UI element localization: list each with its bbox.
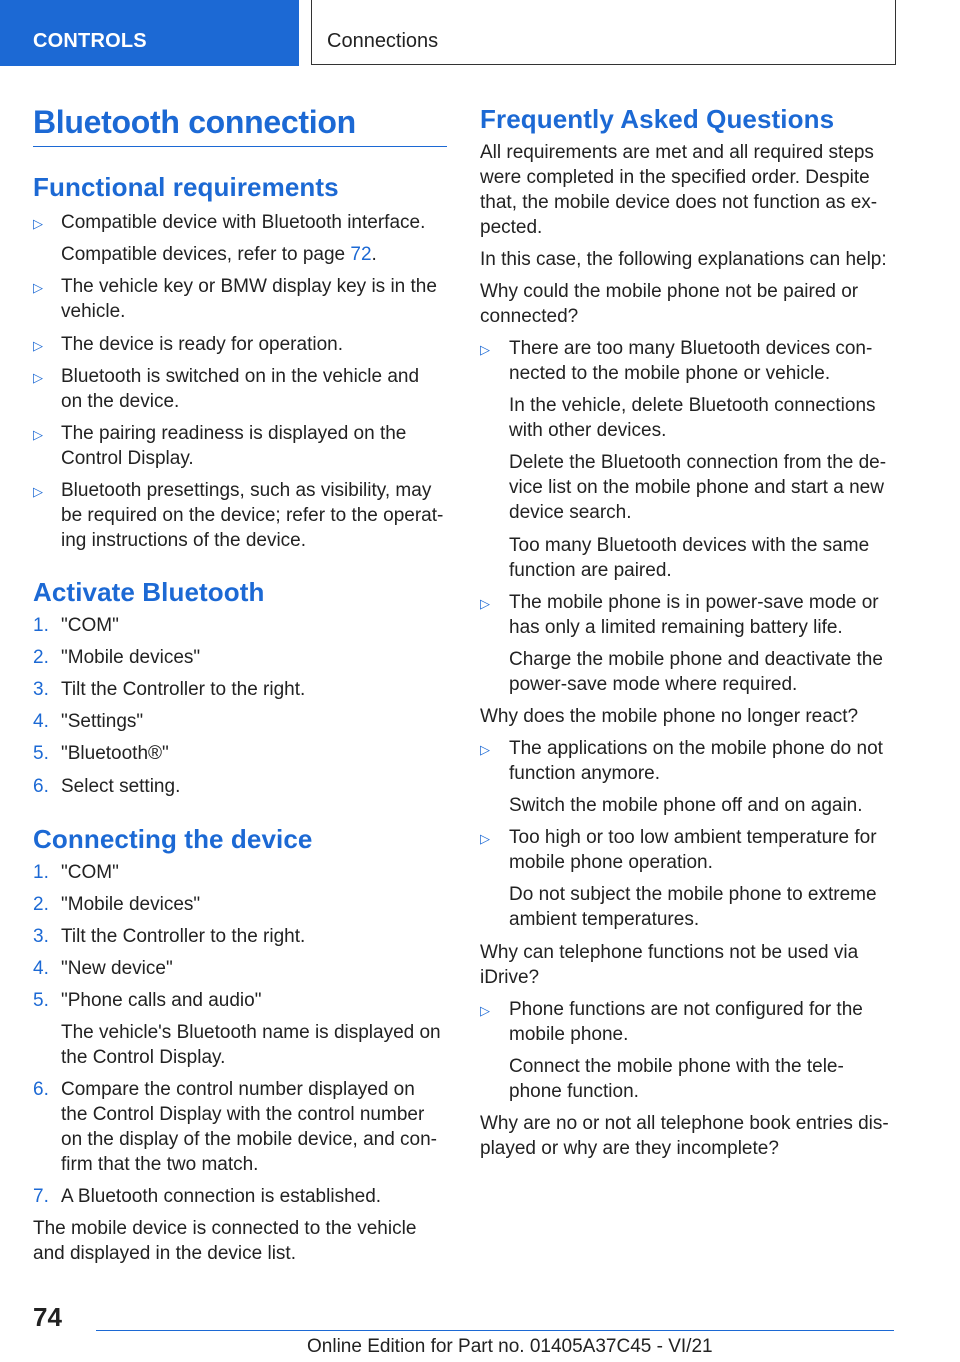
faq-remedy: Too many Bluetooth devices with the same xyxy=(509,535,870,556)
faq-answer-cont: mobile phone. xyxy=(509,1024,629,1045)
section-tab-label: CONTROLS xyxy=(33,30,147,52)
faq-question: Why does the mobile phone no longer react? xyxy=(480,706,859,727)
bullet-icon: ▷ xyxy=(33,216,43,231)
step-text: "COM" xyxy=(61,615,119,636)
section-tab-controls xyxy=(0,0,299,66)
bullet-icon: ▷ xyxy=(480,596,490,611)
faq-remedy-cont: ambient temperatures. xyxy=(509,909,700,930)
step-text: "Mobile devices" xyxy=(61,647,201,668)
chapter-tab-label: Connections xyxy=(327,30,439,52)
bullet-icon: ▷ xyxy=(480,1003,490,1018)
page-title: Bluetooth connection xyxy=(33,104,356,140)
faq-remedy: Connect the mobile phone with the tele‐ xyxy=(509,1056,844,1077)
step-number: 4. xyxy=(33,958,49,979)
bullet-icon: ▷ xyxy=(33,484,43,499)
faq-answer: The applications on the mobile phone do not xyxy=(509,738,883,759)
step-note-cont: the Control Display. xyxy=(61,1047,226,1068)
requirement-item-cont: on the device. xyxy=(61,391,180,412)
bullet-icon: ▷ xyxy=(33,280,43,295)
step-number: 1. xyxy=(33,615,49,636)
faq-answer: The mobile phone is in power-save mode or xyxy=(509,592,879,613)
faq-remedy: Charge the mobile phone and deactivate the xyxy=(509,649,883,670)
faq-intro: All requirements are met and all required steps xyxy=(480,142,874,163)
heading-faq: Frequently Asked Questions xyxy=(480,104,835,134)
step-text: "Settings" xyxy=(61,711,144,732)
faq-answer: Too high or too low ambient temperature for xyxy=(509,827,877,848)
step-number: 6. xyxy=(33,1079,49,1100)
step-text: "COM" xyxy=(61,862,119,883)
faq-remedy-cont: vice list on the mobile phone and start a new xyxy=(509,477,884,498)
faq-question: Why could the mobile phone not be paired or xyxy=(480,281,859,302)
step-number: 2. xyxy=(33,894,49,915)
step-text: Select setting. xyxy=(61,776,181,797)
step-number: 3. xyxy=(33,679,49,700)
heading-activate-bluetooth: Activate Bluetooth xyxy=(33,577,265,607)
requirement-item: The vehicle key or BMW display key is in the xyxy=(61,276,437,297)
bullet-icon: ▷ xyxy=(480,831,490,846)
page-link[interactable]: 72 xyxy=(350,244,372,265)
faq-question-cont: played or why are they incomplete? xyxy=(480,1138,779,1159)
faq-answer-cont: function anymore. xyxy=(509,763,661,784)
step-text: Tilt the Controller to the right. xyxy=(61,926,306,947)
requirement-item-cont: Control Display. xyxy=(61,448,194,469)
faq-remedy-cont: with other devices. xyxy=(509,420,667,441)
closing-text: The mobile device is connected to the vehicle xyxy=(33,1218,417,1239)
requirement-note: Compatible devices, refer to page 72. xyxy=(61,244,377,265)
faq-remedy: In the vehicle, delete Bluetooth connections xyxy=(509,395,876,416)
faq-question-cont: iDrive? xyxy=(480,967,540,988)
requirement-item-cont: vehicle. xyxy=(61,301,126,322)
bullet-icon: ▷ xyxy=(480,742,490,757)
step-text: "Phone calls and audio" xyxy=(61,990,262,1011)
heading-functional-requirements: Functional requirements xyxy=(33,172,339,202)
step-number: 7. xyxy=(33,1186,49,1207)
faq-answer: There are too many Bluetooth devices con‐ xyxy=(509,338,873,359)
faq-remedy-cont: function are paired. xyxy=(509,560,672,581)
step-number: 4. xyxy=(33,711,49,732)
faq-intro-cont: pected. xyxy=(480,217,543,238)
faq-question: Why are no or not all telephone book entries dis‐ xyxy=(480,1113,889,1134)
faq-remedy: Do not subject the mobile phone to extreme xyxy=(509,884,877,905)
step-text: Compare the control number displayed on xyxy=(61,1079,415,1100)
step-number: 6. xyxy=(33,776,49,797)
bullet-icon: ▷ xyxy=(480,342,490,357)
faq-question: Why can telephone functions not be used via xyxy=(480,942,859,963)
step-number: 5. xyxy=(33,990,49,1011)
footer-divider xyxy=(96,1330,894,1331)
bullet-icon: ▷ xyxy=(33,427,43,442)
step-text-cont: the Control Display with the control number xyxy=(61,1104,425,1125)
faq-answer: Phone functions are not configured for the xyxy=(509,999,863,1020)
faq-question-cont: connected? xyxy=(480,306,579,327)
faq-intro-cont: that, the mobile device does not function as ex‐ xyxy=(480,192,878,213)
step-number: 3. xyxy=(33,926,49,947)
faq-remedy-cont: phone function. xyxy=(509,1081,639,1102)
step-note: The vehicle's Bluetooth name is displayed on xyxy=(61,1022,441,1043)
step-text: "Mobile devices" xyxy=(61,894,201,915)
faq-remedy-cont: device search. xyxy=(509,502,632,523)
requirement-item: Bluetooth presettings, such as visibility, may xyxy=(61,480,432,501)
step-number: 5. xyxy=(33,743,49,764)
bullet-icon: ▷ xyxy=(33,338,43,353)
faq-answer-cont: mobile phone operation. xyxy=(509,852,713,873)
faq-intro2: In this case, the following explanations can help: xyxy=(480,249,887,270)
requirement-item: The device is ready for operation. xyxy=(61,334,343,355)
step-text: "Bluetooth®" xyxy=(61,743,169,764)
closing-text-cont: and displayed in the device list. xyxy=(33,1243,296,1264)
heading-connecting-device: Connecting the device xyxy=(33,824,313,854)
footer-edition: Online Edition for Part no. 01405A37C45 - VI/21 xyxy=(307,1336,713,1357)
requirement-item: Compatible device with Bluetooth interface. xyxy=(61,212,426,233)
step-text: A Bluetooth connection is established. xyxy=(61,1186,382,1207)
step-text: Tilt the Controller to the right. xyxy=(61,679,306,700)
step-text: "New device" xyxy=(61,958,173,979)
faq-remedy: Switch the mobile phone off and on again. xyxy=(509,795,863,816)
requirement-item: The pairing readiness is displayed on the xyxy=(61,423,407,444)
step-number: 1. xyxy=(33,862,49,883)
requirement-item: Bluetooth is switched on in the vehicle and xyxy=(61,366,420,387)
faq-remedy: Delete the Bluetooth connection from the de‐ xyxy=(509,452,887,473)
step-number: 2. xyxy=(33,647,49,668)
step-text-cont: on the display of the mobile device, and con‐ xyxy=(61,1129,438,1150)
requirement-item-cont: be required on the device; refer to the operat‐ xyxy=(61,505,444,526)
page-number: 74 xyxy=(33,1302,62,1332)
chapter-tab-connections xyxy=(311,0,896,65)
requirement-item-cont: ing instructions of the device. xyxy=(61,530,307,551)
faq-answer-cont: has only a limited remaining battery life. xyxy=(509,617,843,638)
step-text-cont: firm that the two match. xyxy=(61,1154,259,1175)
faq-remedy-cont: power-save mode where required. xyxy=(509,674,798,695)
bullet-icon: ▷ xyxy=(33,370,43,385)
title-divider xyxy=(33,146,447,147)
faq-answer-cont: nected to the mobile phone or vehicle. xyxy=(509,363,831,384)
faq-intro-cont: were completed in the specified order. Despite xyxy=(480,167,870,188)
